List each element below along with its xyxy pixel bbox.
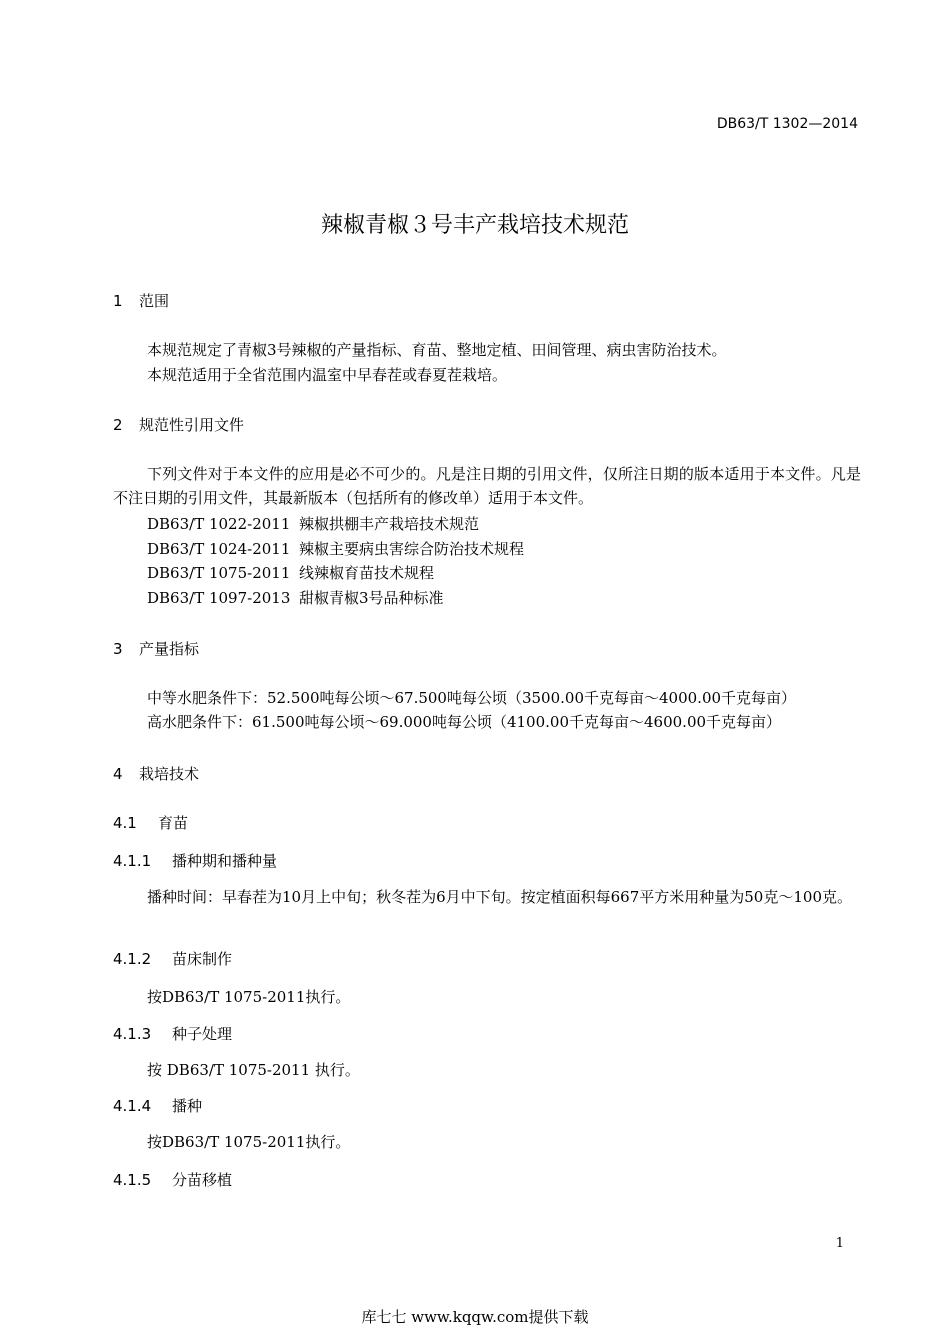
page-number: 1: [835, 1236, 844, 1251]
section-2-paragraph: 下列文件对于本文件的应用是必不可少的。凡是注日期的引用文件，仅所注日期的版本适用于本文件。凡是不注日期的引用文件，其最新版本（包括所有的修改单）适用于本文件。: [113, 465, 861, 507]
section-4-1-3-heading: [113, 1023, 232, 1044]
section-number: 4.1.5: [113, 1171, 152, 1189]
section-4-1-4-text: 按DB63/T 1075-2011执行。: [147, 1133, 351, 1151]
section-4-1-3-text: 按 DB63/T 1075-2011 执行。: [147, 1061, 360, 1079]
section-4-1-1-heading: [113, 850, 277, 871]
section-number: 4: [113, 765, 123, 783]
reference-item: [147, 513, 479, 534]
section-1-paragraph-2: 本规范适用于全省范围内温室中早春茬或春夏茬栽培。: [147, 366, 508, 384]
section-title: 分苗移植: [172, 1171, 233, 1189]
reference-item: [147, 538, 524, 559]
section-4-1-1-paragraph: 播种时间：早春茬为10月上中旬；秋冬茬为6月中下旬。按定植面积每667平方米用种量为50克～100克。: [147, 888, 852, 906]
section-number: 4.1.4: [113, 1097, 152, 1115]
section-title: 范围: [139, 292, 170, 310]
reference-code: DB63/T 1022-2011: [147, 515, 291, 533]
reference-code: DB63/T 1075-2011: [147, 564, 291, 582]
section-4-heading: [113, 763, 199, 784]
section-number: 4.1.1: [113, 852, 152, 870]
section-4-1-4-heading: [113, 1095, 202, 1116]
reference-item: [147, 562, 434, 583]
reference-title: 辣椒主要病虫害综合防治技术规程: [299, 540, 525, 558]
reference-code: DB63/T 1097-2013: [147, 589, 291, 607]
section-1-paragraph-1: 本规范规定了青椒3号辣椒的产量指标、育苗、整地定植、田间管理、病虫害防治技术。: [147, 341, 727, 359]
reference-title: 辣椒拱棚丰产栽培技术规范: [299, 515, 480, 533]
section-4-1-2-text: 按DB63/T 1075-2011执行。: [147, 988, 351, 1006]
section-number: 2: [113, 416, 123, 434]
section-4-1-5-heading: [113, 1169, 232, 1190]
section-title: 播种: [172, 1097, 203, 1115]
yield-high: 高水肥条件下：61.500吨每公顷～69.000吨每公顷（4100.00千克每亩～4600.00千克每亩）: [147, 713, 782, 731]
section-title: 产量指标: [139, 640, 200, 658]
section-title: 种子处理: [172, 1025, 233, 1043]
section-4-1-2-heading: [113, 948, 232, 969]
section-3-heading: [113, 638, 199, 659]
section-title: 育苗: [158, 814, 189, 832]
section-4-1-heading: [113, 812, 188, 833]
document-title: 辣椒青椒３号丰产栽培技术规范: [320, 213, 629, 238]
section-title: 规范性引用文件: [139, 416, 245, 434]
section-number: 4.1.2: [113, 950, 152, 968]
section-title: 栽培技术: [139, 765, 200, 783]
section-1-heading: [113, 290, 169, 311]
section-2-heading: [113, 414, 244, 435]
standard-number: DB63/T 1302—2014: [716, 116, 858, 132]
reference-item: [147, 587, 444, 608]
section-number: 3: [113, 640, 123, 658]
yield-medium: 中等水肥条件下：52.500吨每公顷～67.500吨每公顷（3500.00千克每亩～4000.00千克每亩）: [147, 689, 797, 707]
reference-title: 线辣椒育苗技术规程: [299, 564, 435, 582]
section-number: 4.1: [113, 814, 137, 832]
section-title: 播种期和播种量: [172, 852, 278, 870]
section-number: 4.1.3: [113, 1025, 152, 1043]
reference-code: DB63/T 1024-2011: [147, 540, 291, 558]
download-footer: 库七七 www.kqqw.com提供下载: [361, 1308, 589, 1326]
section-title: 苗床制作: [172, 950, 233, 968]
reference-title: 甜椒青椒3号品种标准: [299, 589, 444, 607]
section-number: 1: [113, 292, 123, 310]
